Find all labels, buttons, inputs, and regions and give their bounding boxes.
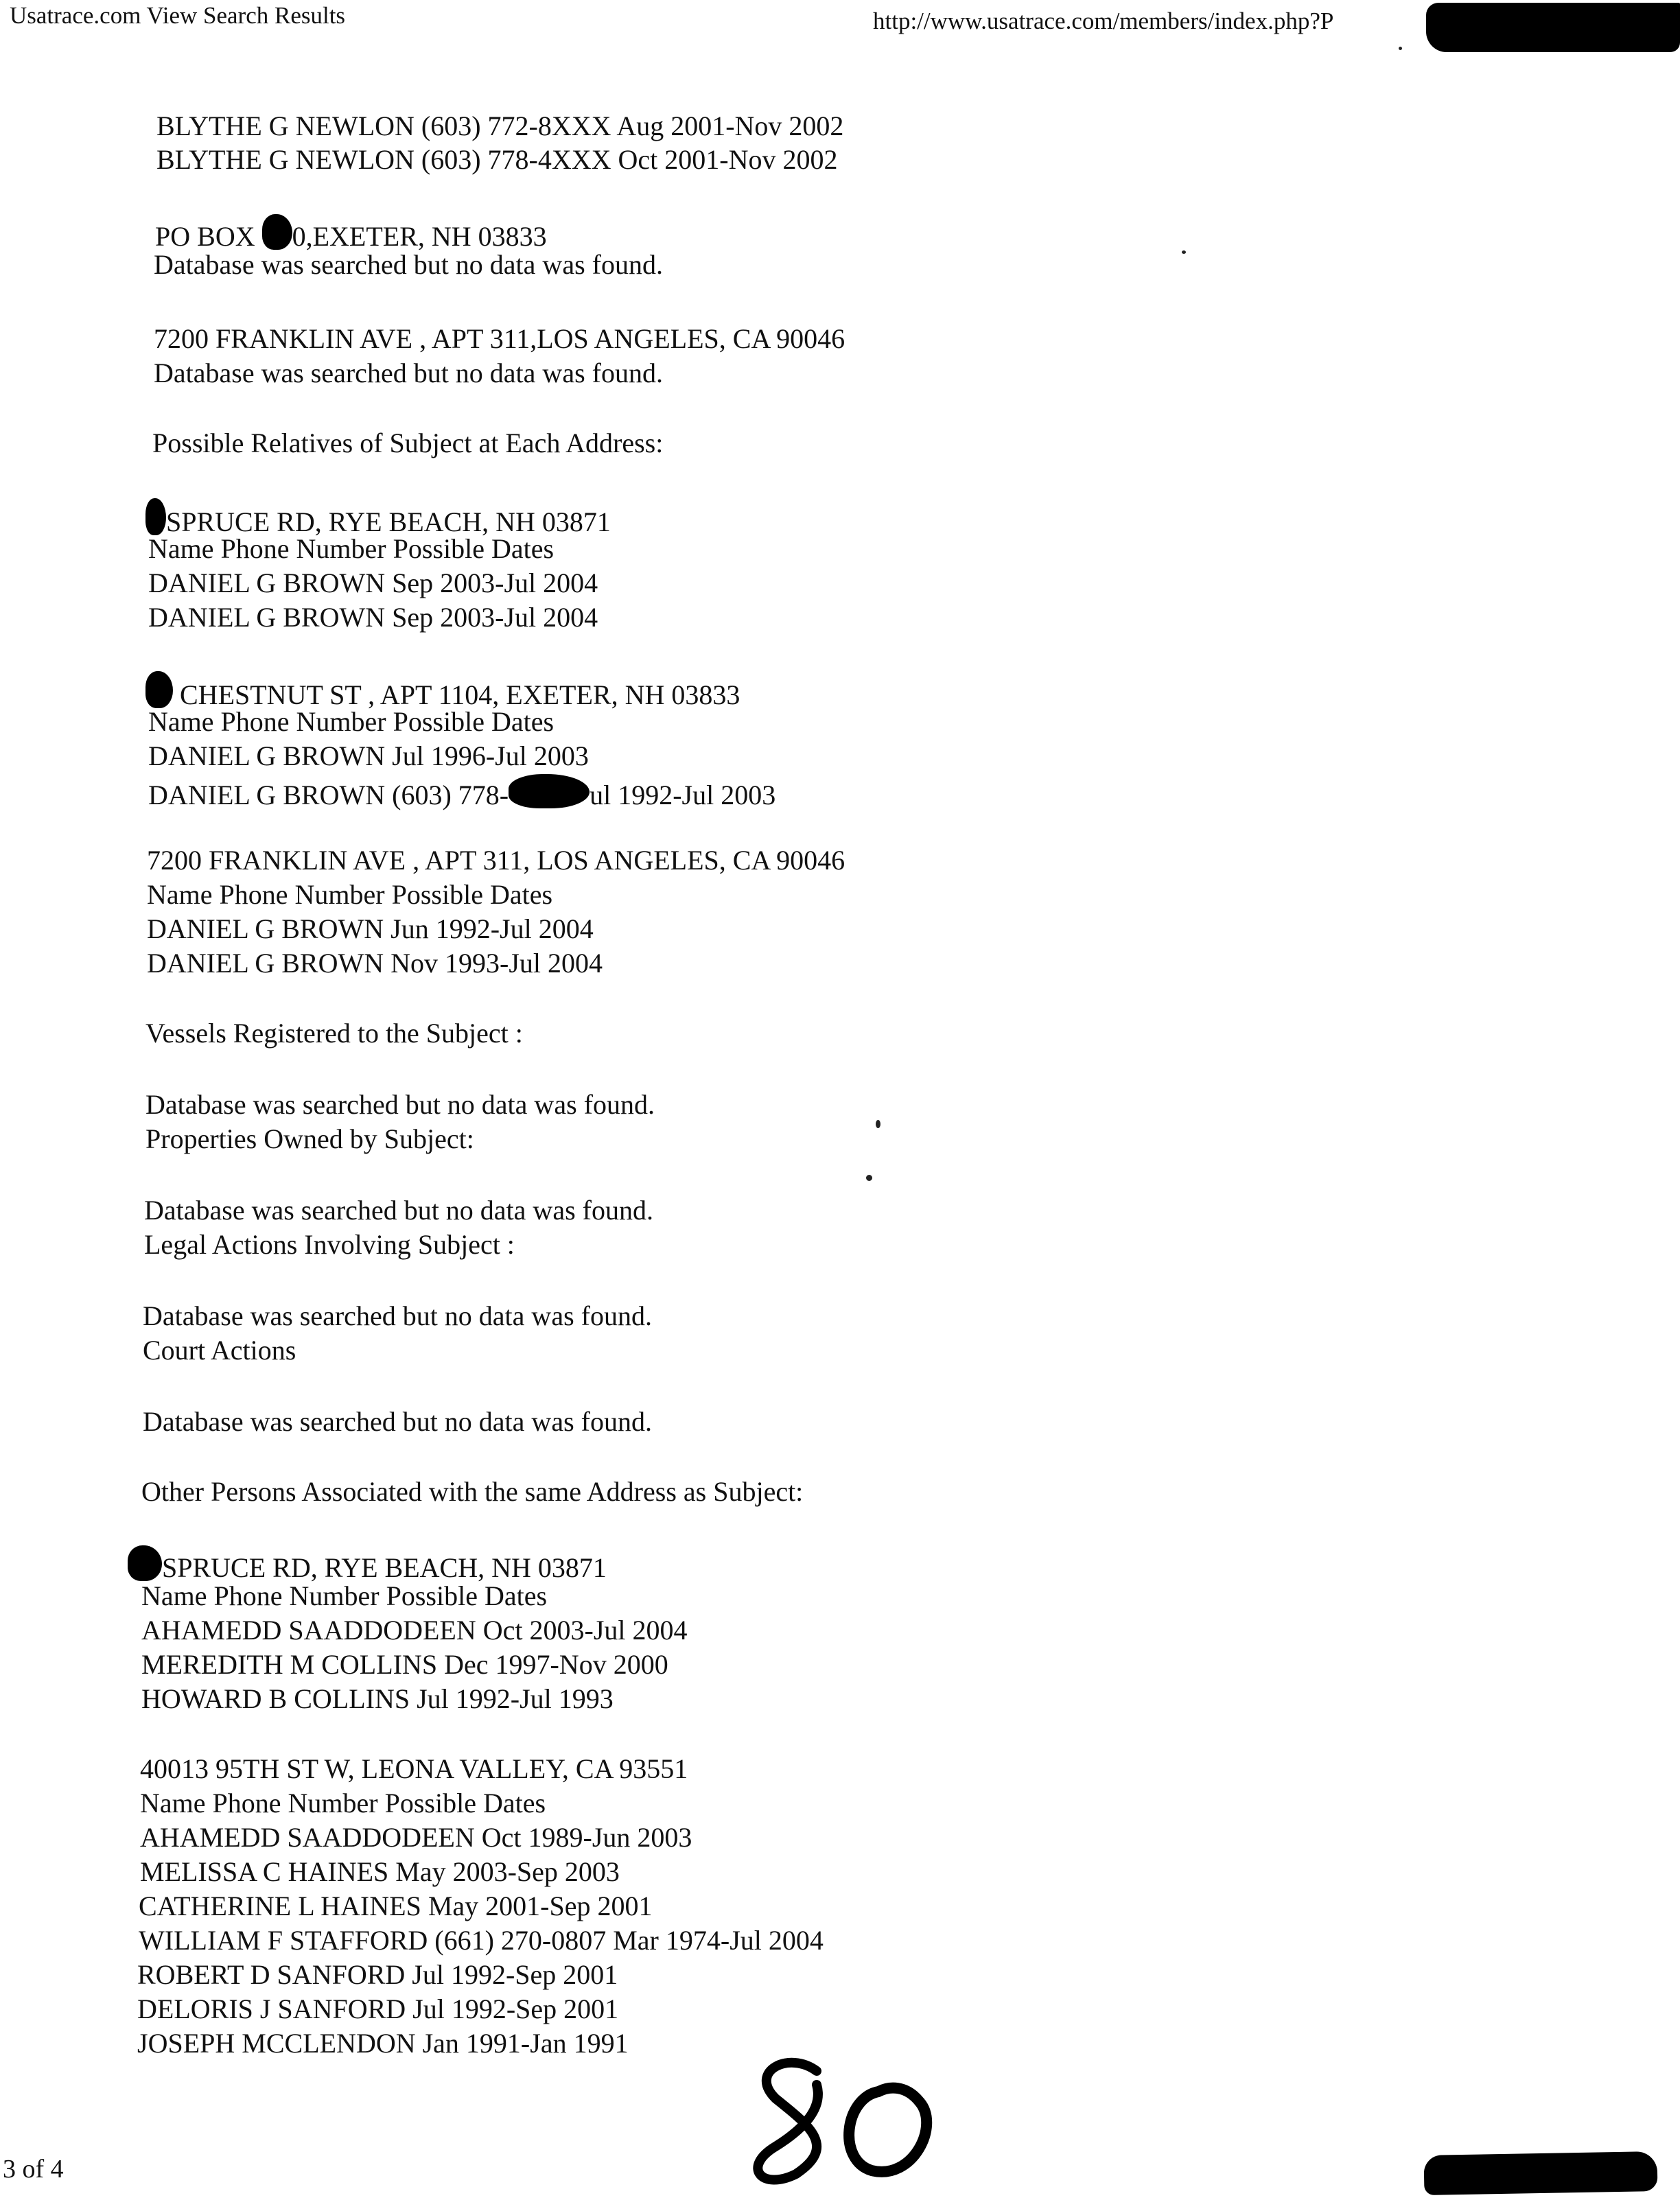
search-result: Database was searched but no data was found.	[143, 1300, 652, 1331]
search-result: Database was searched but no data was found.	[144, 1195, 653, 1226]
redaction-blot	[128, 1545, 162, 1581]
scan-speck	[1182, 250, 1186, 254]
list-item: DANIEL G BROWN (603) 778- ul 1992-Jul 2003	[148, 774, 775, 812]
list-item: ROBERT D SANFORD Jul 1992-Sep 2001	[137, 1959, 618, 1990]
column-header: Name Phone Number Possible Dates	[141, 1580, 548, 1611]
section-heading: Court Actions	[143, 1335, 296, 1366]
po-box-address	[155, 214, 547, 253]
list-item: AHAMEDD SAADDODEEN Oct 1989-Jun 2003	[140, 1822, 692, 1853]
list-item: MELISSA C HAINES May 2003-Sep 2003	[140, 1856, 620, 1887]
redaction-bar	[1426, 3, 1680, 52]
redaction-blot	[145, 671, 173, 708]
phone-line: BLYTHE G NEWLON (603) 778-4XXX Oct 2001-Nov 2002	[156, 144, 838, 175]
list-item: DANIEL G BROWN Sep 2003-Jul 2004	[148, 568, 598, 598]
section-heading: Legal Actions Involving Subject :	[144, 1229, 515, 1260]
column-header: Name Phone Number Possible Dates	[147, 879, 553, 910]
search-result: Database was searched but no data was found.	[154, 358, 663, 388]
search-result: Database was searched but no data was found.	[145, 1089, 655, 1120]
handwritten-page-number	[734, 2044, 961, 2201]
address-line: 7200 FRANKLIN AVE , APT 311,LOS ANGELES, CA 90046	[154, 323, 845, 354]
search-result: Database was searched but no data was found.	[143, 1406, 652, 1437]
scan-speck	[866, 1175, 872, 1181]
list-item: DANIEL G BROWN Jul 1996-Jul 2003	[148, 740, 589, 771]
relative-address: CHESTNUT ST , APT 1104, EXETER, NH 03833	[145, 671, 740, 712]
po-box-suffix: 0,EXETER, NH 03833	[292, 221, 547, 252]
list-item: JOSEPH MCCLENDON Jan 1991-Jan 1991	[137, 2028, 629, 2059]
list-item: HOWARD B COLLINS Jul 1992-Jul 1993	[141, 1683, 614, 1714]
header-url: http://www.usatrace.com/members/index.php?P	[873, 8, 1334, 34]
phone-line: BLYTHE G NEWLON (603) 772-8XXX Aug 2001-Nov 2002	[156, 110, 844, 141]
column-header: Name Phone Number Possible Dates	[148, 533, 555, 564]
relative-address: 7200 FRANKLIN AVE , APT 311, LOS ANGELES, CA 90046	[147, 845, 845, 876]
redaction-blot	[509, 774, 590, 808]
list-item: MEREDITH M COLLINS Dec 1997-Nov 2000	[141, 1649, 668, 1680]
redaction-blot	[145, 498, 166, 535]
redaction-bar	[1424, 2151, 1658, 2195]
scan-speck	[876, 1120, 880, 1128]
section-heading: Possible Relatives of Subject at Each Address:	[152, 428, 664, 458]
list-item: DELORIS J SANFORD Jul 1992-Sep 2001	[137, 1993, 619, 2024]
list-item: WILLIAM F STAFFORD (661) 270-0807 Mar 1974-Jul 2004	[139, 1925, 824, 1956]
scan-speck	[1399, 47, 1402, 50]
list-item: DANIEL G BROWN Jun 1992-Jul 2004	[147, 913, 594, 944]
column-header: Name Phone Number Possible Dates	[140, 1788, 546, 1818]
section-heading: Other Persons Associated with the same Address as Subject:	[141, 1476, 804, 1507]
relative-address: SPRUCE RD, RYE BEACH, NH 03871	[145, 498, 611, 539]
section-heading: Properties Owned by Subject:	[145, 1123, 474, 1154]
redaction-blot	[262, 214, 292, 250]
page-counter: 3 of 4	[3, 2155, 64, 2184]
po-box-prefix: PO BOX	[155, 221, 255, 252]
search-result: Database was searched but no data was found.	[154, 249, 663, 280]
associate-address: SPRUCE RD, RYE BEACH, NH 03871	[128, 1545, 607, 1584]
column-header: Name Phone Number Possible Dates	[148, 706, 555, 737]
list-item: AHAMEDD SAADDODEEN Oct 2003-Jul 2004	[141, 1615, 688, 1646]
section-heading: Vessels Registered to the Subject :	[145, 1018, 523, 1049]
header-title: Usatrace.com View Search Results	[10, 2, 346, 29]
associate-address: 40013 95TH ST W, LEONA VALLEY, CA 93551	[140, 1753, 688, 1784]
list-item: CATHERINE L HAINES May 2001-Sep 2001	[139, 1891, 653, 1921]
list-item: DANIEL G BROWN Nov 1993-Jul 2004	[147, 948, 603, 979]
list-item: DANIEL G BROWN Sep 2003-Jul 2004	[148, 602, 598, 633]
